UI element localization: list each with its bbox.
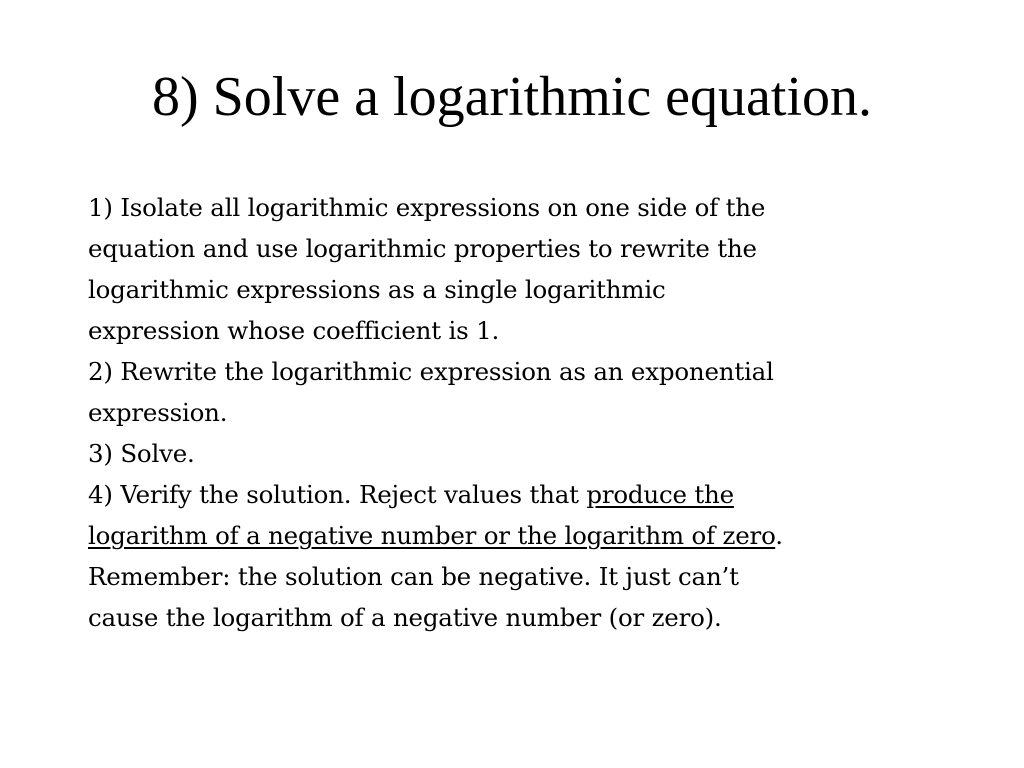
step-1-line-1: 1) Isolate all logarithmic expressions on one side of the — [88, 193, 766, 222]
remember-line-1: Remember: the solution can be negative. It just can’t — [88, 562, 739, 591]
step-1-line-2: equation and use logarithmic properties to rewrite the — [88, 234, 757, 263]
underlined-phrase-part-2: logarithm of a negative number or the logarithm of zero — [88, 521, 776, 550]
step-3-line-1: 3) Solve. — [88, 439, 195, 468]
slide-title: 8) Solve a logarithmic equation. — [151, 66, 873, 128]
underlined-phrase-part-1: produce the — [586, 480, 734, 509]
step-2-line-2: expression. — [88, 398, 228, 427]
step-1-line-4: expression whose coefficient is 1. — [88, 316, 500, 345]
step-4-line-1: 4) Verify the solution. Reject values that produce the — [88, 480, 734, 509]
remember-line-2: cause the logarithm of a negative number (or zero). — [88, 603, 722, 632]
step-2-line-1: 2) Rewrite the logarithmic expression as an exponential — [88, 357, 774, 386]
step-1-line-3: logarithmic expressions as a single logarithmic — [88, 275, 666, 304]
slide-body — [88, 187, 928, 638]
step-4-line-2: logarithm of a negative number or the logarithm of zero. — [88, 521, 783, 550]
